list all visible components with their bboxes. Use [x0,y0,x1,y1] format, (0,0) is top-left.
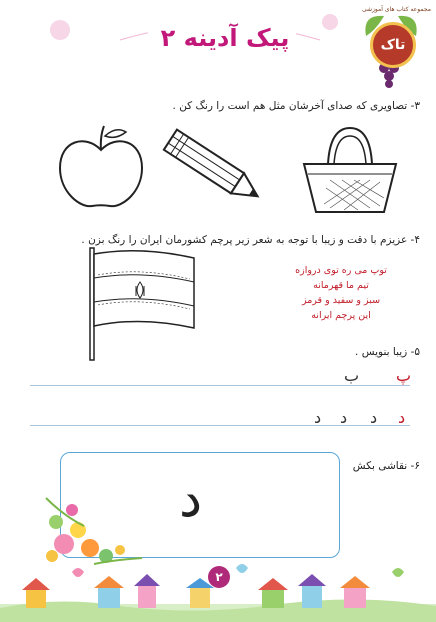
poem-line: سبز و سفید و قرمز [301,295,381,306]
basket-icon [300,124,400,216]
drawing-letter: د [179,469,203,529]
writing-line [30,425,410,426]
question-6: ۶- نقاشی بکش [352,460,420,472]
letter-sample: پ [396,366,412,385]
letter-sample: د [370,408,378,427]
letter-sample: د [340,408,348,427]
question-3: ۳- تصاویری که صدای آخرشان مثل هم است را رنگ کن . [172,100,420,112]
question-5: ۵- زیبا بنویس . [355,346,420,358]
iran-flag-icon [80,246,200,362]
poem-line: تیم ما قهرمانه [313,280,369,291]
writing-line [30,385,410,386]
letter-sample: د [398,408,406,427]
letter-sample: د [314,408,322,427]
logo-subtext: مجموعه کتاب های آموزشی [362,6,431,13]
apple-icon [56,124,146,210]
page-number-badge: ۲ [208,566,230,588]
poem-line: توپ می ره توی دروازه [295,265,387,276]
logo [362,6,431,90]
letter-sample: ب [344,366,360,385]
poem-line: این پرچم ایرانه [311,310,371,321]
poem [286,263,396,323]
pencil-icon [156,128,272,208]
logo-badge: تاک [370,22,416,68]
question-4: ۴- عزیزم با دقت و زیبا با توجه به شعر زیر پرچم کشورمان ایران را رنگ بزن . [81,234,420,246]
page-title: پیک آدینه ۲ [160,24,290,52]
